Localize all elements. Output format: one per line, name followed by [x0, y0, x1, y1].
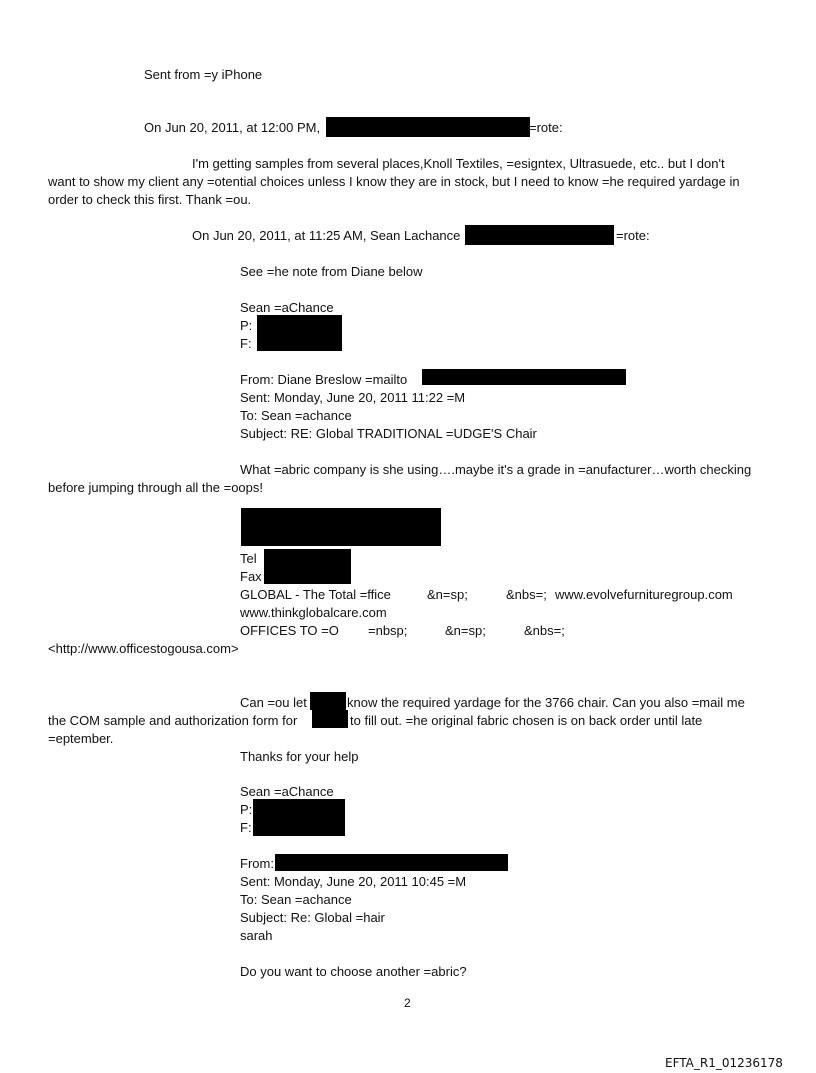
reply-header-1125-suffix: =rote: [616, 228, 650, 243]
body-line: sarah [240, 928, 273, 943]
sent-from-iphone: Sent from =y iPhone [144, 67, 263, 82]
email-to-line: To: Sean =achance [240, 892, 352, 907]
email-to-line: To: Sean =achance [240, 408, 352, 423]
signature-name: Sean =aChance [240, 784, 334, 799]
redaction-block [257, 315, 342, 351]
signature-name: Sean =aChance [240, 300, 334, 315]
tel-label: Tel [240, 551, 257, 566]
email-from-line: From: [240, 856, 274, 871]
redaction-block [253, 799, 345, 836]
html-entity-text: &n=sp; [427, 587, 468, 602]
website-link[interactable]: www.evolvefurnituregroup.com [555, 587, 733, 602]
paragraph-line: I'm getting samples from several places,Knoll Textiles, =esigntex, Ultrasuede, etc.. but I don't [192, 156, 725, 171]
redaction-block [326, 117, 530, 137]
signature-phone-label: P: [240, 802, 253, 817]
email-subject-line: Subject: RE: Global TRADITIONAL =UDGE'S Chair [240, 426, 537, 441]
website-link[interactable]: <http://www.officestogousa.com> [48, 641, 239, 656]
signature-phone-label: P: [240, 318, 253, 333]
redaction-block [275, 854, 508, 871]
email-sent-line: Sent: Monday, June 20, 2011 11:22 =M [240, 390, 466, 405]
redaction-block [264, 549, 351, 584]
reply-header-1125: On Jun 20, 2011, at 11:25 AM, Sean Lachance [192, 228, 461, 243]
email-from-line: From: Diane Breslow =mailto [240, 372, 408, 387]
fax-label: Fax [240, 569, 262, 584]
paragraph-line: Can =ou let [240, 695, 307, 710]
thanks-line: Thanks for your help [240, 749, 359, 764]
html-entity-text: &nbs=; [524, 623, 565, 638]
redaction-block [465, 225, 614, 245]
reply-header-1200: On Jun 20, 2011, at 12:00 PM, [144, 120, 321, 135]
paragraph-line: the COM sample and authorization form for [48, 713, 298, 728]
paragraph-line: want to show my client any =otential choices unless I know they are in stock, but I need to know =he required yardage in [48, 174, 740, 189]
paragraph-line: order to check this first. Thank =ou. [48, 192, 252, 207]
note-line: See =he note from Diane below [240, 264, 423, 279]
paragraph-line: What =abric company is she using….maybe it's a grade in =anufacturer…worth checking [240, 462, 752, 477]
redaction-block [422, 369, 626, 385]
redaction-block [241, 508, 441, 546]
paragraph-line: =eptember. [48, 731, 114, 746]
document-id-footer: EFTA_R1_01236178 [665, 1056, 783, 1070]
email-sent-line: Sent: Monday, June 20, 2011 10:45 =M [240, 874, 467, 889]
redaction-block [310, 692, 346, 710]
html-entity-text: &n=sp; [445, 623, 486, 638]
html-entity-text: &nbs=; [506, 587, 547, 602]
company-line: GLOBAL - The Total =ffice [240, 587, 391, 602]
email-subject-line: Subject: Re: Global =hair [240, 910, 385, 925]
paragraph-line: know the required yardage for the 3766 chair. Can you also =mail me [347, 695, 745, 710]
signature-fax-label: F: [240, 336, 252, 351]
html-entity-text: =nbsp; [368, 623, 408, 638]
website-link[interactable]: www.thinkglobalcare.com [240, 605, 387, 620]
body-line: Do you want to choose another =abric? [240, 964, 467, 979]
signature-fax-label: F: [240, 820, 252, 835]
reply-header-1200-suffix: =rote: [529, 120, 563, 135]
paragraph-line: before jumping through all the =oops! [48, 480, 264, 495]
redaction-block [312, 710, 348, 728]
page-number: 2 [404, 996, 411, 1010]
company-line: OFFICES TO =O [240, 623, 339, 638]
paragraph-line: to fill out. =he original fabric chosen is on back order until late [350, 713, 703, 728]
